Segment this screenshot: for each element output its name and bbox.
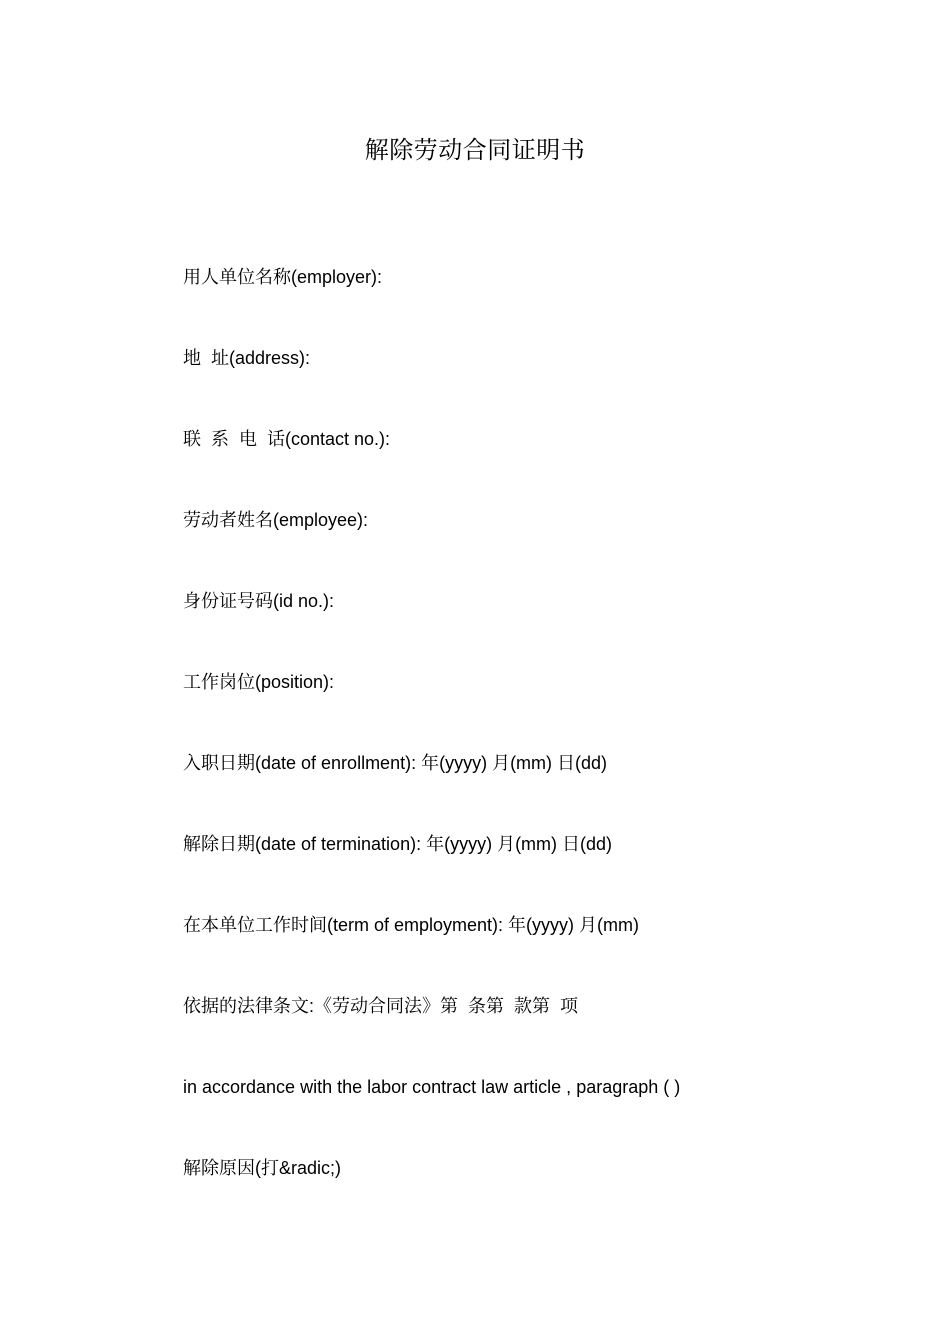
- field-date-of-enrollment: 入职日期(date of enrollment): 年(yyyy) 月(mm) 日(dd): [183, 753, 608, 773]
- field-contact-no: 联 系 电 话(contact no.):: [183, 429, 391, 449]
- field-employer: 用人单位名称(employer):: [183, 267, 383, 287]
- document-title: 解除劳动合同证明书: [364, 136, 586, 164]
- field-legal-basis-cn: 依据的法律条文:《劳动合同法》第 条第 款第 项: [183, 996, 579, 1016]
- field-date-of-termination: 解除日期(date of termination): 年(yyyy) 月(mm) 日(dd): [183, 834, 613, 854]
- field-address: 地 址(address):: [183, 348, 311, 368]
- field-termination-reason: 解除原因(打&radic;): [183, 1158, 342, 1178]
- field-id-no: 身份证号码(id no.):: [183, 591, 335, 611]
- field-position: 工作岗位(position):: [183, 672, 335, 692]
- field-term-of-employment: 在本单位工作时间(term of employment): 年(yyyy) 月(mm): [183, 915, 640, 935]
- field-employee: 劳动者姓名(employee):: [183, 510, 369, 530]
- field-legal-basis-en: in accordance with the labor contract law article , paragraph ( ): [183, 1077, 681, 1097]
